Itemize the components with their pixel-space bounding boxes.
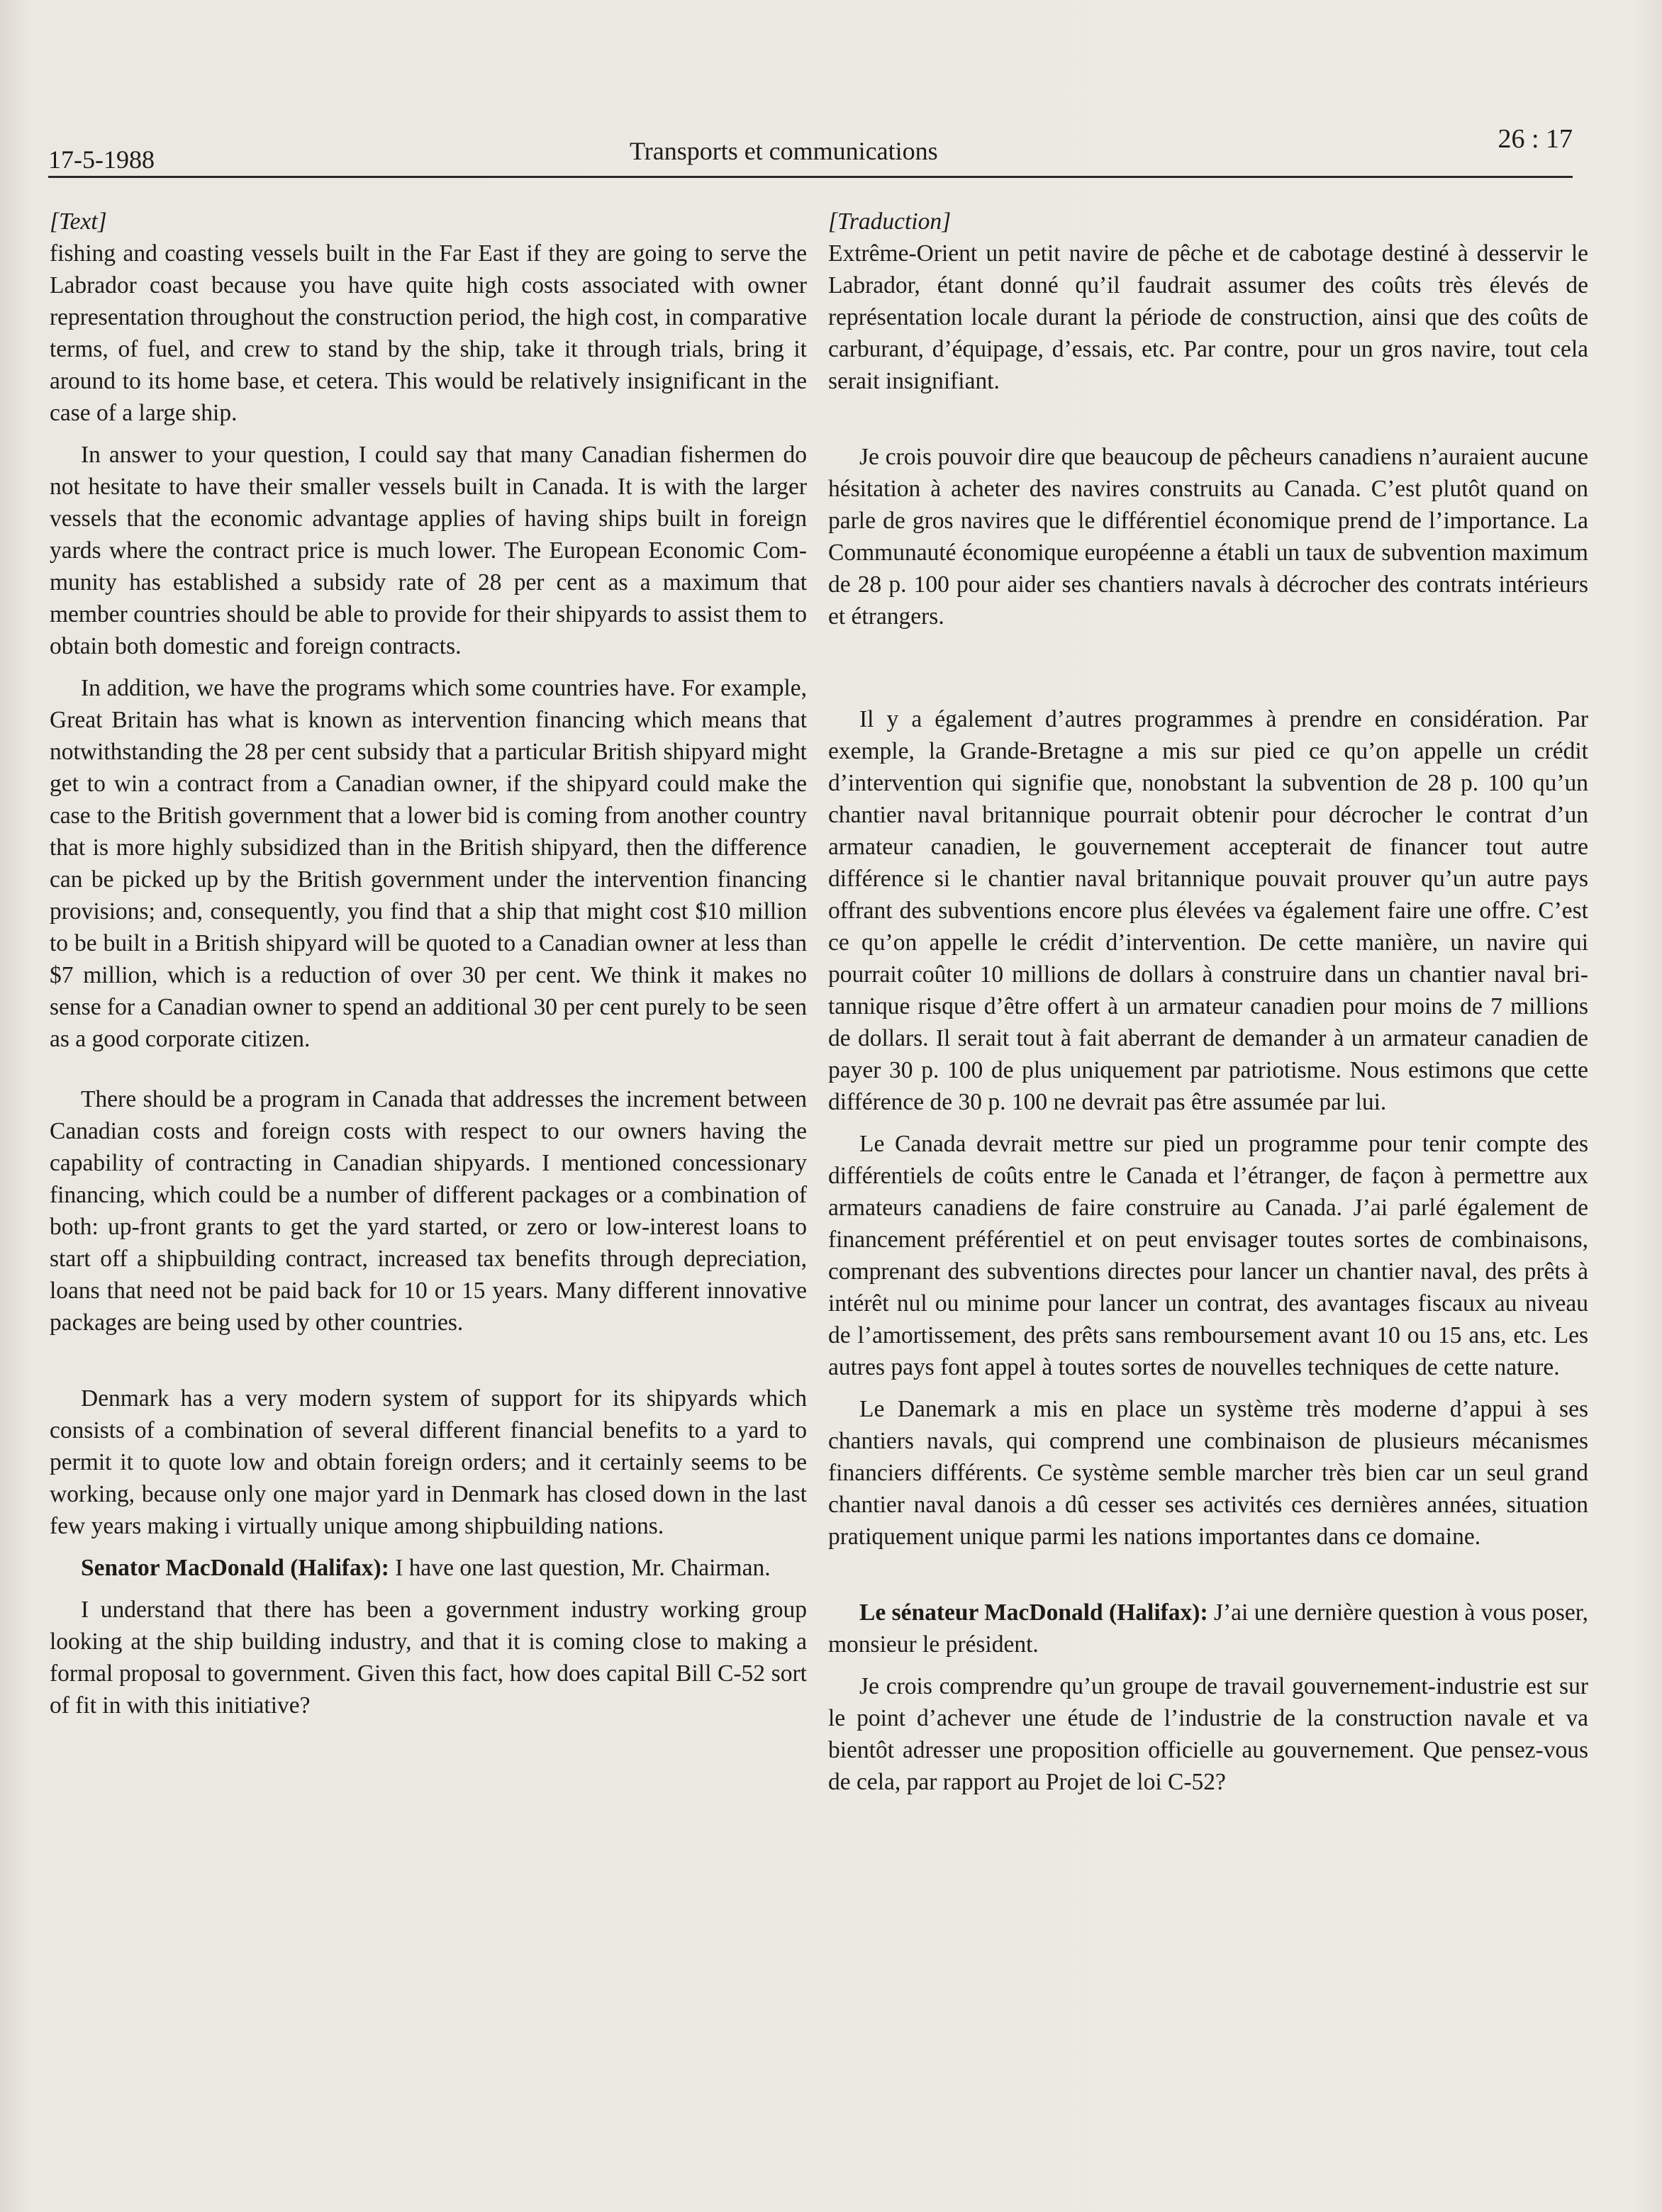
speaker-paragraph — [50, 1552, 807, 1584]
paragraph: Extrême-Orient un petit navire de pêche et de cabotage destiné à desservir le Labrador, étant donné qu’il faudrait assumer des coûts très élevés de représentation locale durant la période de construction, ainsi que des coûts de carburant, d’équipage, d’essais, etc. Par contre, pour un gros navire, tout cela serait insignifiant. — [828, 240, 1588, 394]
speaker-name: Senator MacDonald (Halifax): — [81, 1555, 389, 1581]
english-column — [50, 206, 807, 1721]
paragraph: Denmark has a very modern system of support for its shipyards which consists of a combination of several different financial benefits to a yard to permit it to quote low and obtain foreign orders; and it certainly seems to be working, because only one major yard in Denmark has closed down in the last few years making i virtually unique among shipbuilding nations. — [50, 1385, 807, 1539]
speaker-text: I have one last question, Mr. Chairman. — [389, 1555, 771, 1581]
column-label: [Text] — [50, 208, 107, 235]
paragraph: In addition, we have the programs which some countries have. For example, Great Britain has what is known as intervention financing which means that notwithstanding the 28 per cent subsidy that a particular British shipyard might get to win a contract from a Canadian owner, if the shipyard could make the case to the British government that a lower bid is coming from another country that is more highly subsidized than in the British shipyard, then the difference can be picked up by the British government under the intervention financing provisions; and, consequently, you find that a ship that might cost $10 million to be built in a British shipyard will be quoted to a Canadian owner at less than $7 million, which is a reduction of over 30 per cent. We think it makes no sense for a Canadian owner to spend an additional 30 per cent purely to be seen as a good corporate citizen. — [50, 675, 807, 1052]
header-page-number: 26 : 17 — [1498, 124, 1573, 154]
paragraph: There should be a program in Canada that addresses the increment between Canadian costs and foreign costs with respect to our owners having the capability of contracting in Canadian shipyards. I mentioned concessionary financing, which could be a number of different packages or a combination of both: up-front grants to get the yard started, or zero or low-interest loans to start off a shipbuilding contract, increased tax benefits through depreciation, loans that need not be paid back for 10 or 15 years. Many different innovative packages are being used by other countries. — [50, 1086, 807, 1336]
paragraph: In answer to your question, I could say that many Canadian fishermen do not hesitate to have their smaller vessels built in Canada. It is with the larger vessels that the economic advantage applies of having ships built in foreign yards where the contract price is much lower. The European Economic Community has established a subsidy rate of 28 per cent as a maximum that member countries should be able to provide for their shipyards to assist them to obtain both domestic and foreign contracts. — [50, 442, 807, 659]
column-label: [Traduction] — [828, 208, 952, 235]
paragraph: Je crois comprendre qu’un groupe de travail gouvernement-industrie est sur le point d’achever une étude de l’industrie de la construction navale et va bientôt adresser une proposition officielle au gouvernement. Que pensez-vous de cela, par rapport au Projet de loi C-52? — [828, 1673, 1588, 1795]
paragraph: Je crois pouvoir dire que beaucoup de pêcheurs canadiens n’auraient aucune hésitation à acheter des navires construits au Canada. C’est plutôt quand on parle de gros navires que le différentiel économique prend de l’importance. La Communauté économique européenne a établi un taux de subvention maximum de 28 p. 100 pour aider ses chantiers navals à décrocher des contrats intérieurs et étrangers. — [828, 444, 1588, 630]
french-column — [828, 206, 1588, 1798]
paragraph: fishing and coasting vessels built in the Far East if they are going to serve the Labrador coast because you have quite high costs associated with owner representation throughout the construction period, the high cost, in comparative terms, of fuel, and crew to stand by the ship, take it through trials, bring it around to its home base, et cetera. This would be relatively insignificant in the case of a large ship. — [50, 240, 807, 426]
paragraph: Il y a également d’autres programmes à prendre en considération. Par exemple, la Grande-Bretagne a mis sur pied ce qu’on appelle un crédit d’intervention qui signifie que, nonobstant la subvention de 28 p. 100 qu’un chantier naval britannique pourrait obtenir pour décrocher le contrat d’un armateur canadien, le gouvernement accepterait de financer tout autre différence si le chantier naval britannique pouvait prouver qu’un autre pays offrant des subventions encore plus élevées va également faire une offre. C’est ce qu’on appelle le crédit d’intervention. De cette manière, un navire qui pourrait coûter 10 millions de dollars à construire dans un chantier naval britannique risque d’être offert à un armateur canadien pour moins de 7 millions de dollars. Il serait tout à fait aberrant de demander à un armateur canadien de payer 30 p. 100 de plus uniquement par patriotisme. Nous estimons que cette différence de 30 p. 100 ne devrait pas être assumée par lui. — [828, 706, 1588, 1115]
header-date: 17-5-1988 — [48, 145, 155, 174]
speaker-name: Le sénateur MacDonald (Halifax): — [859, 1599, 1208, 1626]
paragraph: I understand that there has been a government industry working group looking at the ship building industry, and that it is coming close to making a formal proposal to government. Given this fact, how does capital Bill C-52 sort of fit in with this initiative? — [50, 1597, 807, 1719]
speaker-text: J’ai une dernière question à vous poser, monsieur le président. — [828, 1599, 1588, 1658]
page-header — [48, 126, 1573, 178]
paragraph: Le Danemark a mis en place un système très moderne d’appui à ses chantiers navals, qui comprend une combinaison de plusieurs mécanismes financiers différents. Ce système semble marcher très bien car un seul grand chantier naval danois a dû cesser ses activités ces dernières années, situation pratiquement unique parmi les nations importantes dans ce domaine. — [828, 1396, 1588, 1550]
header-title: Transports et communications — [630, 137, 938, 165]
speaker-paragraph — [828, 1597, 1588, 1660]
paragraph: Le Canada devrait mettre sur pied un programme pour tenir compte des différentiels de coûts entre le Canada et l’étranger, de façon à permettre aux armateurs canadiens de faire construire au Canada. J’ai parlé également de financement préférentiel et on peut envisager toutes sortes de combinaisons, comprenant des subventions directes pour lancer un chantier naval, des prêts à intérêt nul ou minime pour lancer un contrat, des avantages fiscaux au niveau de l’amortissement, des prêts sans remboursement avant 10 ou 15 ans, etc. Les autres pays font appel à toutes sortes de nouvelles techniques de cette nature. — [828, 1131, 1588, 1380]
